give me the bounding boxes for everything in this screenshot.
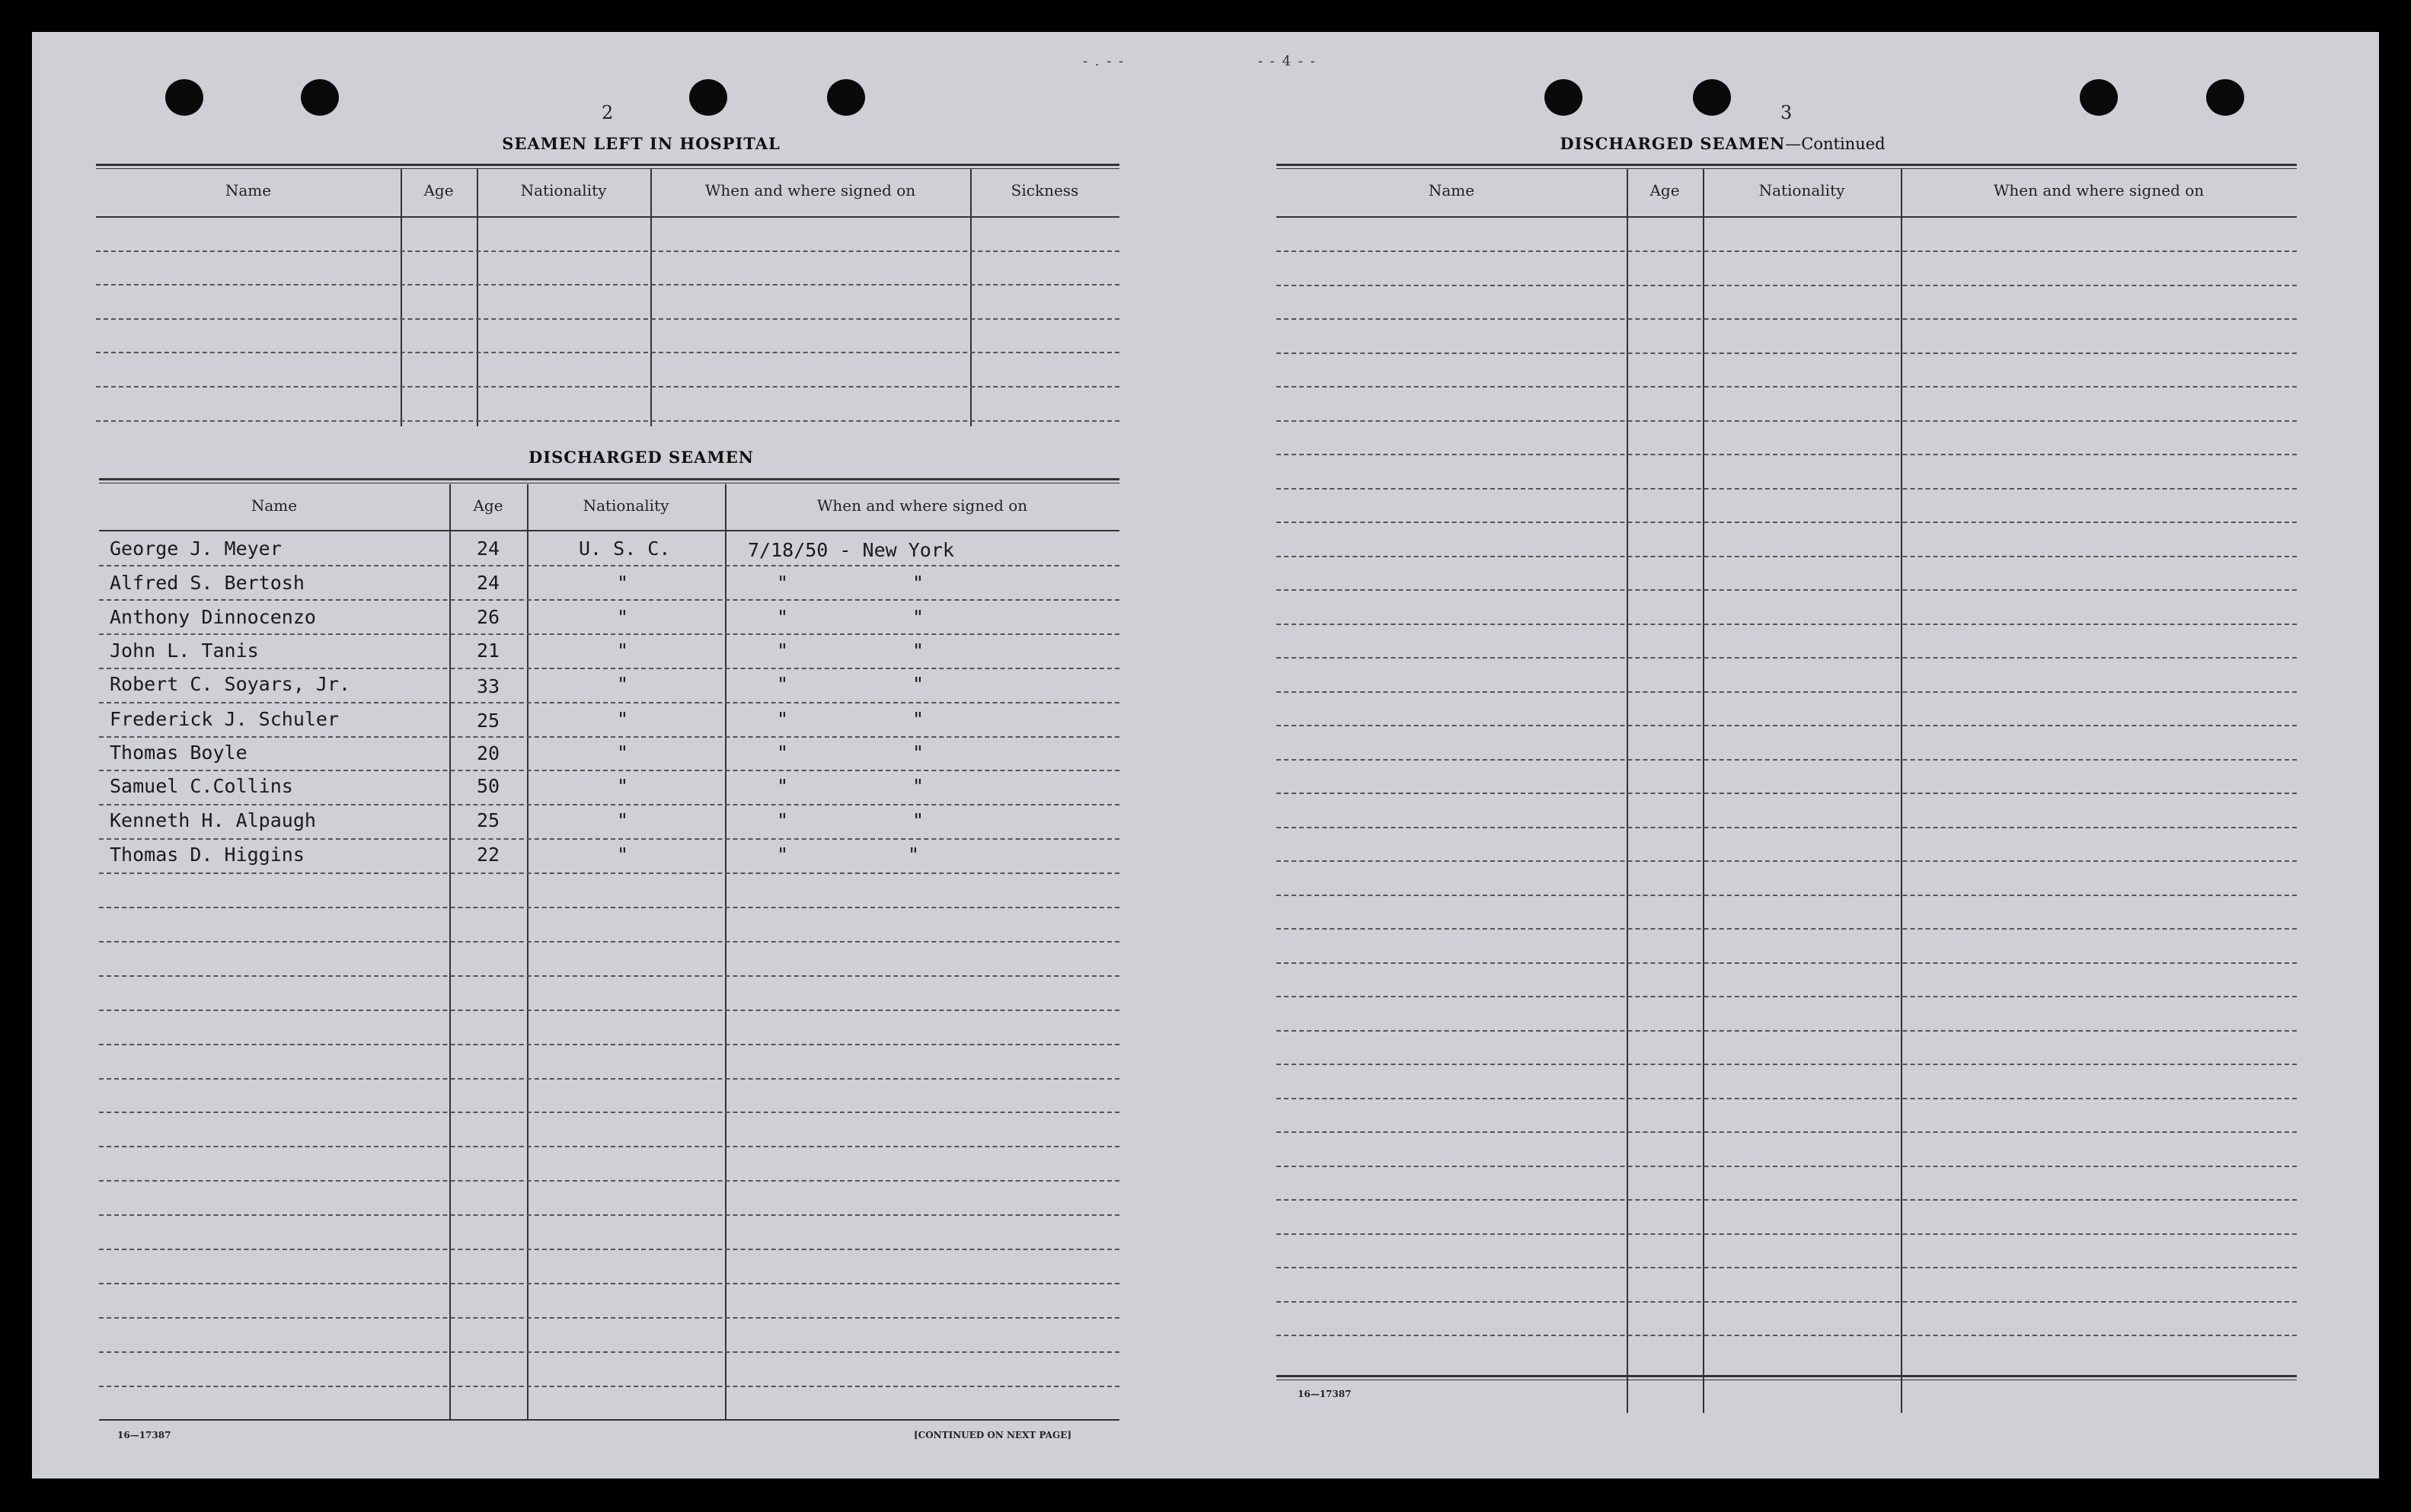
seaman-nationality: " (617, 844, 629, 866)
col-header-sickness: Sickness (1011, 181, 1079, 199)
col-header-age: Age (423, 181, 454, 199)
seaman-name: George J. Meyer (110, 537, 282, 560)
row-line (99, 1386, 1119, 1387)
seaman-signed-on-place: " (912, 606, 924, 628)
col-header-nationality: Nationality (583, 496, 669, 515)
row-line (1276, 725, 2297, 726)
seaman-name: Robert C. Soyars, Jr. (110, 673, 351, 695)
seaman-signed-on-place: " (912, 673, 924, 695)
row-line (99, 770, 1119, 771)
header-rule (99, 530, 1119, 531)
row-line (1276, 691, 2297, 693)
row-line (96, 318, 1119, 320)
page-number-right: 3 (1780, 102, 1793, 123)
col-header-age: Age (1649, 181, 1680, 199)
seaman-nationality: " (617, 606, 629, 628)
seaman-age: 25 (477, 809, 500, 831)
seaman-name: John L. Tanis (110, 640, 259, 662)
seaman-nationality: " (617, 775, 629, 797)
seaman-signed-on-date: " (777, 742, 789, 764)
row-line (99, 1351, 1119, 1353)
row-line (99, 702, 1119, 703)
punch-hole (1544, 79, 1582, 116)
row-line (1276, 1131, 2297, 1133)
col-divider (527, 484, 529, 1419)
row-line (1276, 1098, 2297, 1099)
row-line (96, 352, 1119, 353)
row-line (1276, 1166, 2297, 1167)
seaman-name: Samuel C.Collins (110, 775, 293, 797)
row-line (1276, 318, 2297, 320)
document-paper (32, 32, 2379, 1479)
row-line (99, 736, 1119, 738)
col-divider (401, 169, 402, 426)
punch-hole (1693, 79, 1731, 116)
form-number: 16—17387 (1298, 1389, 1352, 1399)
row-line (99, 907, 1119, 908)
seaman-name: Kenneth H. Alpaugh (110, 809, 316, 831)
row-line (99, 668, 1119, 669)
row-line (99, 1249, 1119, 1250)
row-line (1276, 522, 2297, 523)
row-line (1276, 860, 2297, 862)
punch-hole (165, 79, 203, 116)
seaman-signed-on-place: " (908, 844, 920, 866)
row-line (99, 1112, 1119, 1113)
seaman-signed-on-date: " (777, 640, 789, 662)
col-header-nationality: Nationality (1758, 181, 1845, 199)
row-line (1276, 352, 2297, 354)
seaman-age: 24 (477, 572, 500, 594)
row-line (99, 804, 1119, 805)
hospital-section-title: SEAMEN LEFT IN HOSPITAL (502, 134, 781, 153)
row-line (1276, 928, 2297, 930)
row-line (99, 872, 1119, 874)
title-suffix: —Continued (1785, 135, 1886, 153)
row-line (99, 565, 1119, 566)
col-divider (1627, 169, 1628, 1413)
col-header-signed-on: When and where signed on (1993, 181, 2205, 199)
table-top-rule (99, 478, 1119, 483)
row-line (1276, 1030, 2297, 1032)
seaman-age: 24 (477, 537, 500, 560)
seaman-signed-on-date: " (777, 775, 789, 797)
row-line (1276, 589, 2297, 591)
row-line (99, 1044, 1119, 1045)
row-line (99, 1180, 1119, 1182)
row-line (1276, 1335, 2297, 1336)
col-divider (725, 484, 726, 1419)
seaman-signed-on-place: " (912, 742, 924, 764)
row-line (1276, 657, 2297, 659)
col-header-age: Age (473, 496, 503, 515)
seaman-name: Thomas Boyle (110, 742, 247, 764)
table-top-rule (96, 164, 1119, 169)
seaman-signed-on-date: " (777, 673, 789, 695)
seaman-name: Anthony Dinnocenzo (110, 606, 316, 628)
col-header-nationality: Nationality (520, 181, 607, 199)
punch-hole (827, 79, 865, 116)
seaman-age: 22 (477, 844, 500, 866)
seaman-signed-on-place: " (912, 640, 924, 662)
title-main: DISCHARGED SEAMEN (1560, 134, 1786, 153)
row-line (1276, 1233, 2297, 1235)
row-line (1276, 1199, 2297, 1201)
punch-hole (301, 79, 339, 116)
header-rule (96, 216, 1119, 218)
seaman-nationality: " (617, 742, 629, 764)
col-header-name: Name (251, 496, 298, 515)
row-line (96, 386, 1119, 388)
row-line (1276, 1301, 2297, 1303)
row-line (1276, 488, 2297, 490)
col-header-signed-on: When and where signed on (816, 496, 1028, 515)
row-line (1276, 250, 2297, 252)
row-line (1276, 624, 2297, 625)
table-bottom-rule (99, 1419, 1119, 1421)
seaman-signed-on-place: " (912, 572, 924, 594)
seaman-signed-on-place: " (912, 775, 924, 797)
row-line (99, 1214, 1119, 1216)
col-divider (477, 169, 478, 426)
row-line (99, 1283, 1119, 1284)
seaman-age: 33 (477, 675, 500, 697)
row-line (99, 1010, 1119, 1011)
col-header-signed-on: When and where signed on (704, 181, 916, 199)
seaman-nationality: " (617, 809, 629, 831)
table-top-rule (1276, 164, 2297, 169)
discharged-section-title: DISCHARGED SEAMEN (529, 448, 754, 467)
seaman-nationality: " (617, 572, 629, 594)
page-number-left: 2 (602, 102, 614, 123)
row-line (99, 1317, 1119, 1319)
col-divider (970, 169, 972, 426)
row-line (99, 941, 1119, 943)
row-line (99, 975, 1119, 977)
row-line (1276, 1064, 2297, 1065)
seaman-age: 25 (477, 710, 500, 732)
seaman-age: 26 (477, 606, 500, 628)
col-header-name: Name (225, 181, 272, 199)
row-line (1276, 556, 2297, 557)
punch-hole (2206, 79, 2244, 116)
row-line (99, 1078, 1119, 1080)
seaman-nationality: U. S. C. (579, 537, 671, 560)
form-number: 16—17387 (117, 1430, 171, 1440)
table-bottom-rule (1276, 1375, 2297, 1380)
seaman-signed-on-date: " (777, 844, 789, 866)
row-line (1276, 420, 2297, 422)
row-line (1276, 454, 2297, 455)
row-line (1276, 386, 2297, 388)
row-line (1276, 895, 2297, 896)
row-line (1276, 793, 2297, 794)
row-line (1276, 962, 2297, 964)
right-section-title (1525, 134, 1921, 153)
row-line (99, 838, 1119, 840)
top-mark: - . - - (1083, 53, 1126, 69)
punch-hole (2080, 79, 2118, 116)
row-line (99, 1146, 1119, 1147)
seaman-nationality: " (617, 708, 629, 730)
seaman-signed-on-place: " (912, 809, 924, 831)
seaman-age: 20 (477, 742, 500, 764)
seaman-signed-on: 7/18/50 - New York (748, 539, 954, 561)
top-mark: - - 4 - - (1258, 53, 1317, 69)
row-line (99, 633, 1119, 635)
row-line (1276, 996, 2297, 997)
col-header-name: Name (1428, 181, 1475, 199)
seaman-nationality: " (617, 673, 629, 695)
header-rule (1276, 216, 2297, 218)
row-line (1276, 285, 2297, 286)
col-divider (1703, 169, 1704, 1413)
row-line (1276, 1267, 2297, 1268)
punch-hole (689, 79, 727, 116)
seaman-nationality: " (617, 640, 629, 662)
col-divider (1901, 169, 1902, 1413)
seaman-signed-on-place: " (912, 708, 924, 730)
col-divider (650, 169, 652, 426)
seaman-age: 50 (477, 775, 500, 797)
seaman-signed-on-date: " (777, 572, 789, 594)
seaman-signed-on-date: " (777, 606, 789, 628)
seaman-name: Alfred S. Bertosh (110, 572, 305, 594)
seaman-signed-on-date: " (777, 809, 789, 831)
row-line (96, 420, 1119, 422)
row-line (96, 250, 1119, 252)
row-line (99, 599, 1119, 601)
row-line (1276, 827, 2297, 828)
seaman-age: 21 (477, 640, 500, 662)
row-line (96, 284, 1119, 285)
col-divider (449, 484, 451, 1419)
seaman-name: Thomas D. Higgins (110, 844, 305, 866)
continued-note: [CONTINUED ON NEXT PAGE] (914, 1430, 1072, 1440)
seaman-name: Frederick J. Schuler (110, 708, 340, 730)
row-line (1276, 759, 2297, 761)
seaman-signed-on-date: " (777, 708, 789, 730)
